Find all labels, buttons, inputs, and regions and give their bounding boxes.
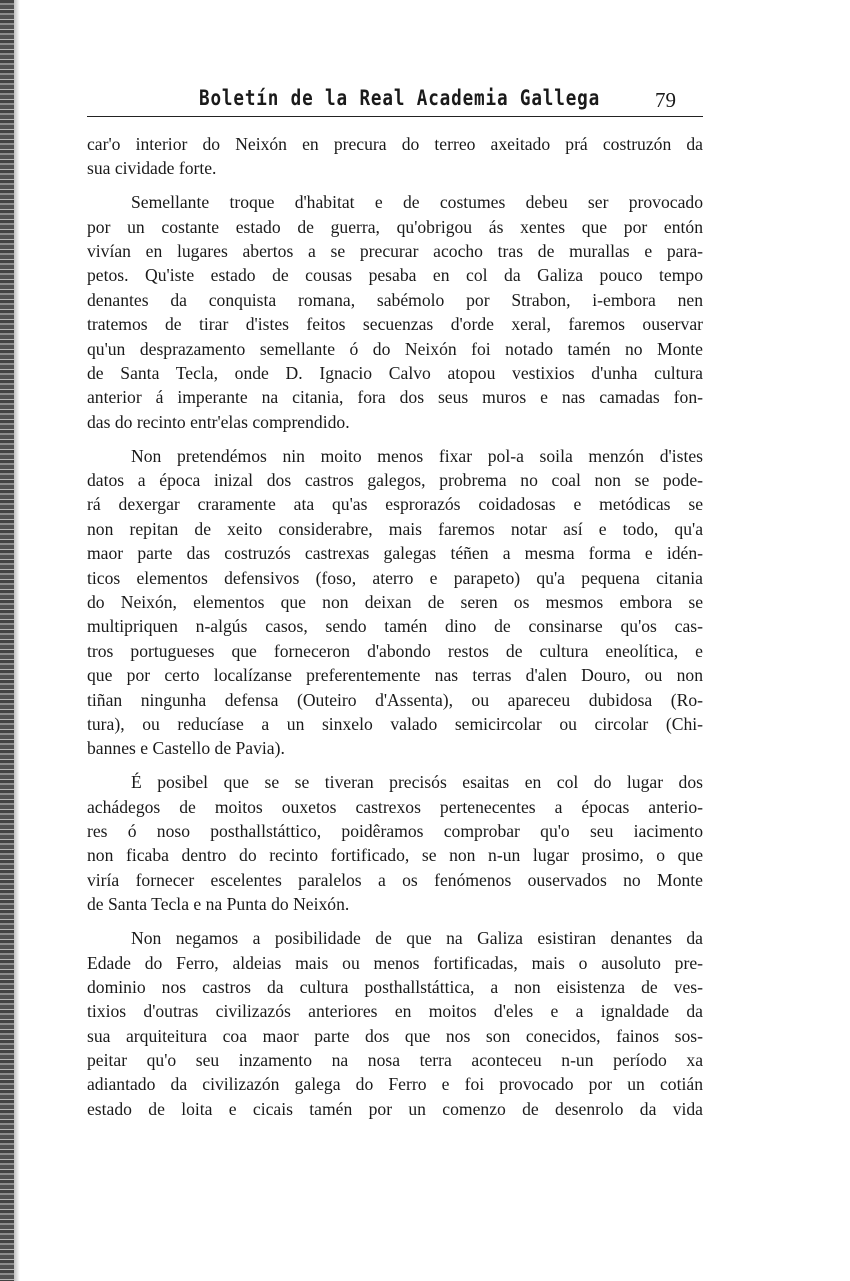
text-line: tiñan ningunha defensa (Outeiro d'Assenta), ou apareceu dubidosa (Ro- (87, 689, 703, 710)
paragraph (87, 770, 703, 916)
running-title: Boletín de la Real Academia Gallega (199, 86, 601, 110)
text-line: denantes da conquista romana, sabémolo por Strabon, i-embora nen (87, 289, 703, 310)
paragraph (87, 444, 703, 761)
text-line: achádegos de moitos ouxetos castrexos pertenecentes a épocas anterio- (87, 796, 703, 817)
text-line: adiantado da civilizazón galega do Ferro e foi provocado por un cotián (87, 1074, 703, 1095)
text-line: que por certo localízanse preferentemente nas terras d'alen Douro, ou non (87, 665, 703, 686)
header-rule (87, 116, 703, 117)
page-header (87, 86, 703, 116)
text-line: car'o interior do Neixón en precura do terreo axeitado prá costruzón da (87, 134, 703, 154)
text-line: tixios d'outras civilizazós anteriores en moitos d'eles e a ignaldade da (87, 1001, 703, 1022)
text-line: Semellante troque d'habitat e de costumes debeu ser provocado (131, 192, 703, 213)
scan-edge-shadow (0, 0, 14, 1281)
text-line: rá dexergar craramente ata qu'as esprorazós coidadosas e metódicas se (87, 494, 703, 515)
text-line: qu'un desprazamento semellante ó do Neixón foi notado tamén no Monte (87, 338, 703, 359)
text-line: bannes e Castello de Pavia). (87, 738, 285, 759)
text-line: multipriquen n-algús casos, sendo tamén dino de consinarse qu'os cas- (87, 616, 703, 637)
text-line: Edade do Ferro, aldeias mais ou menos fortificadas, mais o ausoluto pre- (87, 952, 703, 973)
text-line: anterior á imperante na citania, fora dos seus muros e nas camadas fon- (87, 387, 703, 408)
text-line: tratemos de tirar d'istes feitos secuenzas d'orde xeral, faremos ouservar (87, 314, 703, 335)
text-line: res ó noso posthallstáttico, poidêramos comprobar qu'o seu iacimento (87, 821, 703, 842)
text-line: datos a época inizal dos castros galegos, probrema no coal non se pode- (87, 470, 703, 491)
paragraph (87, 926, 703, 1121)
text-line: dominio nos castros da cultura posthallstáttica, a non eisistenza de ves- (87, 976, 703, 997)
text-line: das do recinto entr'elas comprendido. (87, 411, 350, 432)
text-line: sua arquiteitura coa maor parte dos que nos son conecidos, fainos sos- (87, 1025, 703, 1046)
page-number: 79 (655, 88, 676, 112)
text-line: maor parte das costruzós castrexas galegas téñen a mesma forma e idén- (87, 543, 703, 564)
text-line: non repitan de xeito considerabre, mais faremos notar así e todo, qu'a (87, 518, 703, 539)
text-line: tura), ou reducíase a un sinxelo valado semicircolar ou circolar (Chi- (87, 713, 703, 734)
text-line: viría fornecer escelentes paralelos a os fenómenos ouservados no Monte (87, 869, 703, 890)
scan-edge-fade (14, 0, 20, 1281)
text-line: por un costante estado de guerra, qu'obrigou ás xentes que por entón (87, 216, 703, 237)
paragraph (87, 190, 703, 434)
text-line: Non pretendémos nin moito menos fixar pol-a soila menzón d'istes (131, 445, 703, 466)
paragraph (87, 132, 703, 181)
text-line: ticos elementos defensivos (foso, aterro e parapeto) qu'a pequena citania (87, 567, 703, 588)
text-line: Non negamos a posibilidade de que na Galiza esistiran denantes da (131, 928, 703, 949)
text-line: vivían en lugares abertos a se precurar acocho tras de murallas e para- (87, 241, 703, 262)
text-line: do Neixón, elementos que non deixan de seren os mesmos embora se (87, 592, 703, 613)
text-line: tros portugueses que forneceron d'abondo restos de cultura eneolítica, e (87, 640, 703, 661)
text-line: de Santa Tecla, onde D. Ignacio Calvo atopou vestixios d'unha cultura (87, 363, 703, 384)
page-body (87, 132, 703, 1131)
text-line: É posibel que se se tiveran precisós esaitas en col do lugar dos (131, 772, 703, 793)
text-line: estado de loita e cicais tamén por un comenzo de desenrolo da vida (87, 1098, 703, 1119)
text-line: peitar qu'o seu inzamento na nosa terra aconteceu n-un período xa (87, 1050, 703, 1071)
text-line: de Santa Tecla e na Punta do Neixón. (87, 894, 350, 915)
text-line: non ficaba dentro do recinto fortificado, se non n-un lugar prosimo, o que (87, 845, 703, 866)
text-line: sua cividade forte. (87, 158, 217, 179)
text-line: petos. Qu'iste estado de cousas pesaba en col da Galiza pouco tempo (87, 265, 703, 286)
